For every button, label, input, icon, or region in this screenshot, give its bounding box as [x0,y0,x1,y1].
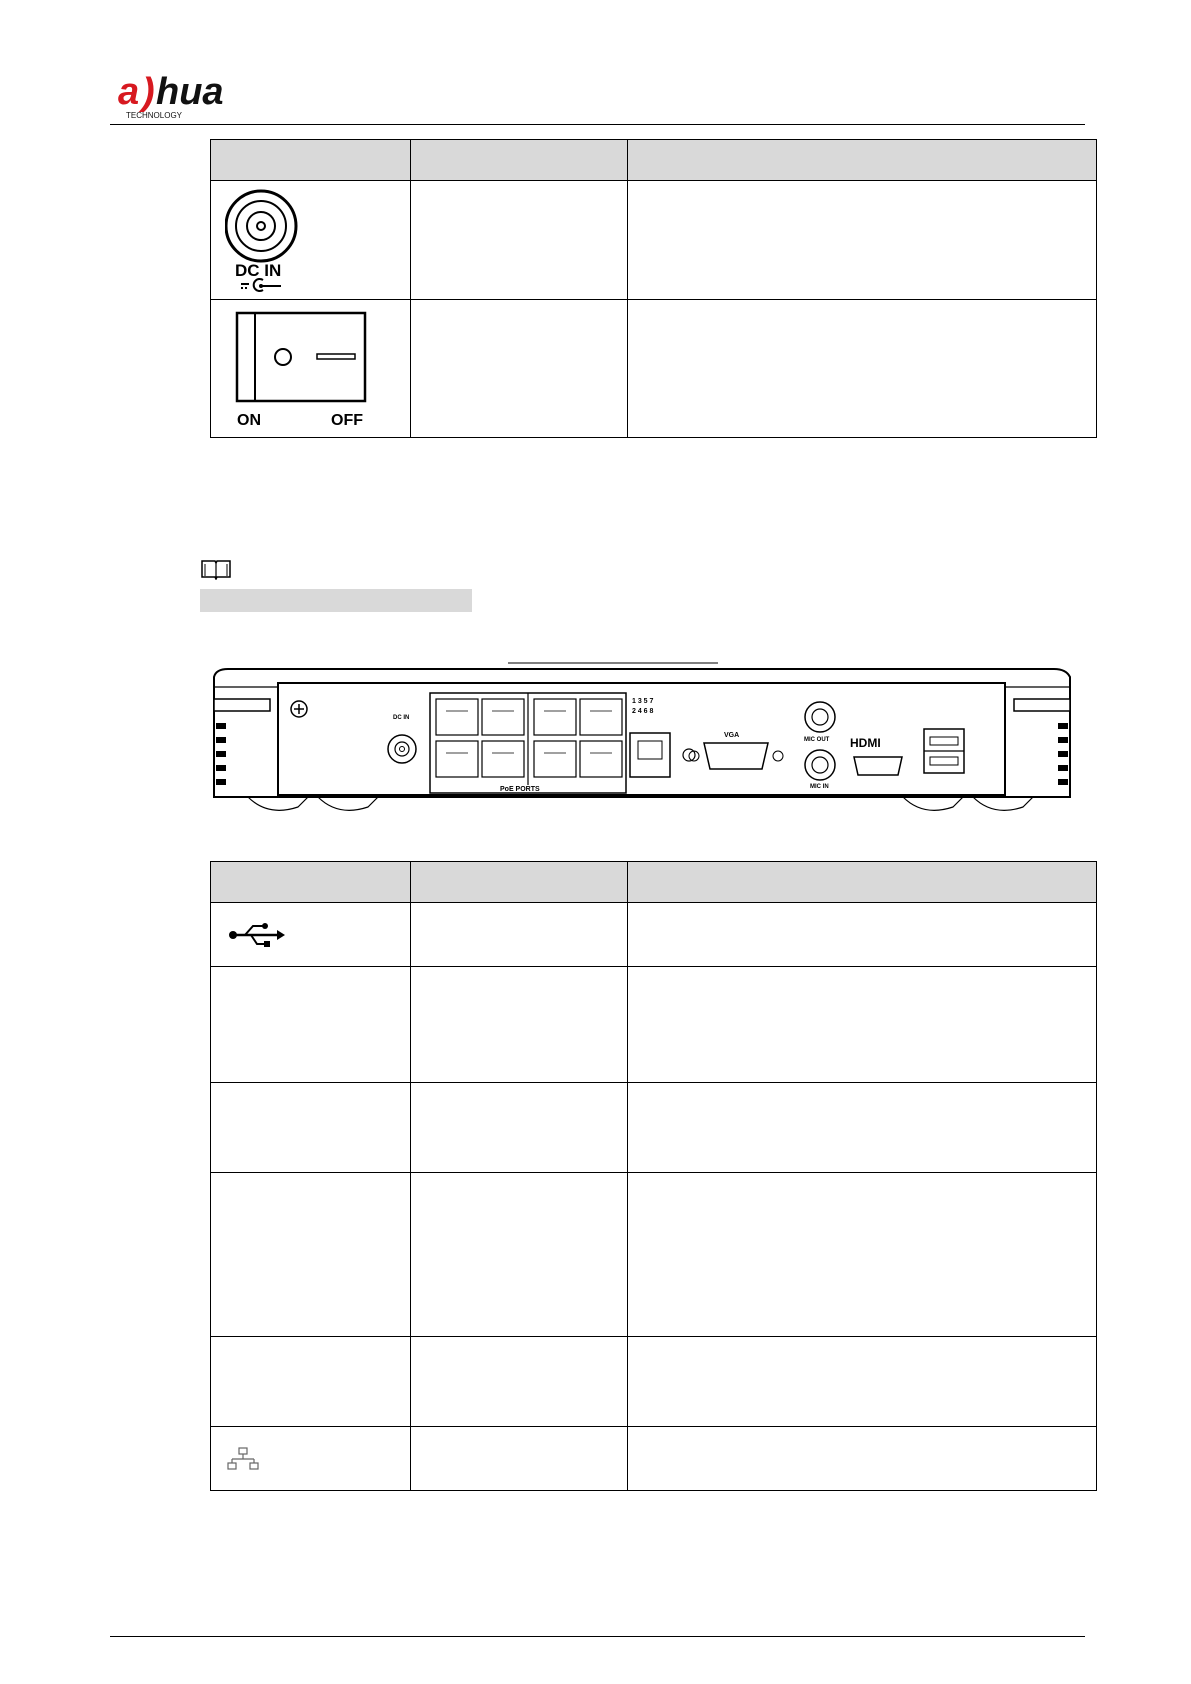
table-row [211,300,1097,438]
name-cell [411,181,628,300]
icon-cell [211,903,411,967]
header-cell [411,862,628,903]
icon-cell [211,967,411,1083]
svg-text:PoE PORTS: PoE PORTS [500,786,540,793]
dc-in-port-icon [225,184,315,296]
icon-cell [211,1083,411,1173]
icon-cell [211,181,411,300]
name-cell [411,1337,628,1427]
svg-text:DC IN: DC IN [393,715,410,721]
name-cell [411,300,628,438]
svg-text:TECHNOLOGY: TECHNOLOGY [126,111,183,120]
network-icon [227,1447,261,1471]
dahua-logo [118,70,258,122]
table-row [211,903,1097,967]
table-row [211,1083,1097,1173]
table-header-row [211,140,1097,181]
table-row [211,1427,1097,1491]
description-cell [628,967,1097,1083]
description-cell [628,903,1097,967]
note-highlight-bar [200,589,472,612]
svg-text:MIC IN: MIC IN [810,784,829,790]
svg-text:a: a [118,71,140,113]
header-rule [110,124,1085,125]
icon-cell [211,1173,411,1337]
table-row [211,967,1097,1083]
power-switch-icon [233,305,383,433]
header-cell [628,140,1097,181]
svg-text:VGA: VGA [724,732,740,739]
header-cell [211,862,411,903]
usb-icon [227,920,287,950]
name-cell [411,1083,628,1173]
svg-text:1 3 5 7: 1 3 5 7 [632,698,654,705]
name-cell [411,967,628,1083]
footer-rule [110,1636,1085,1637]
header-cell [211,140,411,181]
rear-panel-table-bottom [210,861,1097,1491]
icon-cell [211,300,411,438]
name-cell [411,903,628,967]
book-note-icon [200,558,232,580]
header-cell [411,140,628,181]
svg-text:OFF: OFF [331,411,363,429]
description-cell [628,1427,1097,1491]
svg-text:): ) [142,71,155,113]
description-cell [628,1173,1097,1337]
table-header-row [211,862,1097,903]
name-cell [411,1427,628,1491]
table-row [211,1173,1097,1337]
svg-text:HDMI: HDMI [850,736,881,750]
svg-text:DC IN: DC IN [235,261,282,280]
rear-panel-table-top [210,139,1097,438]
description-cell [628,1337,1097,1427]
name-cell [411,1173,628,1337]
svg-text:hua: hua [156,71,224,113]
icon-cell [211,1427,411,1491]
table-row [211,181,1097,300]
device-rear-panel-image [208,657,1074,832]
table-row [211,1337,1097,1427]
description-cell [628,1083,1097,1173]
description-cell [628,181,1097,300]
description-cell [628,300,1097,438]
icon-cell [211,1337,411,1427]
svg-text:MIC OUT: MIC OUT [804,737,830,743]
svg-text:2 4 6 8: 2 4 6 8 [632,708,654,715]
svg-text:ON: ON [237,411,261,429]
header-cell [628,862,1097,903]
